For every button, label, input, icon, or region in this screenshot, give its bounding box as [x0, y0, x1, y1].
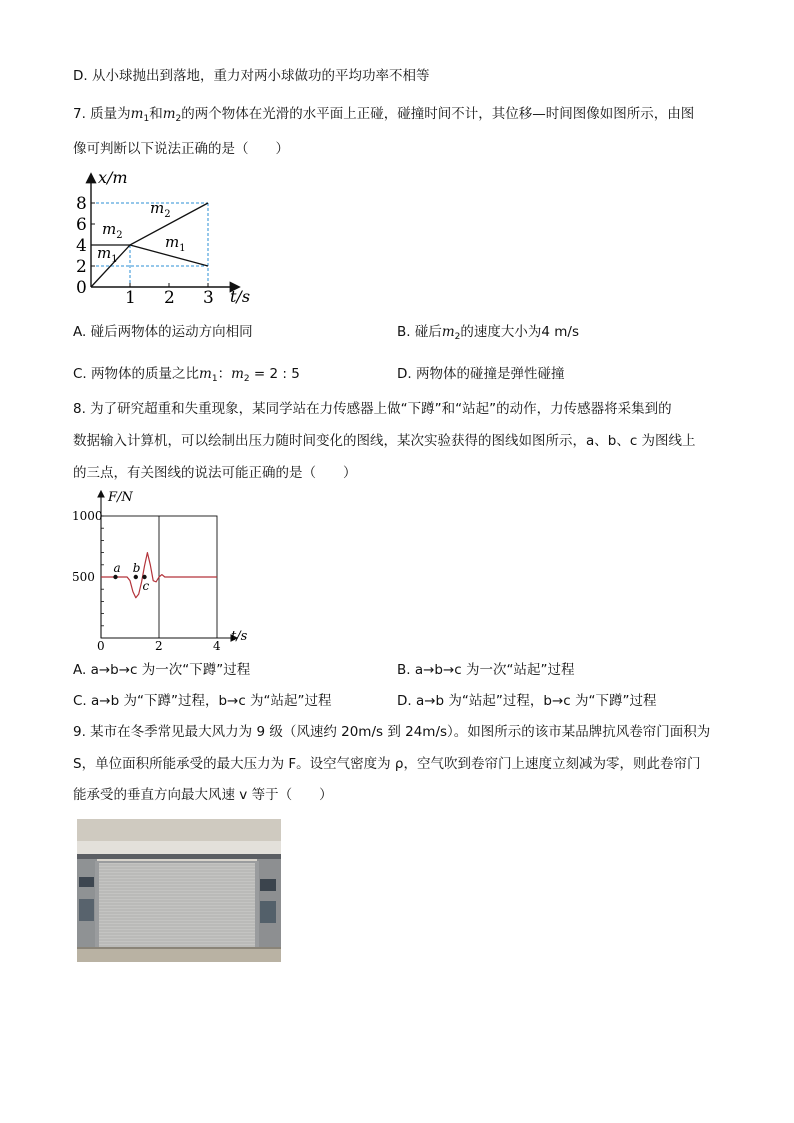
q7-ytick-6: 6: [76, 215, 87, 235]
q7-stem-line2: 像可判断以下说法正确的是（ ）: [73, 141, 289, 157]
q6-option-d: D. 从小球抛出到落地，重力对两小球做功的平均功率不相等: [73, 68, 430, 84]
q7-option-a: A. 碰后两物体的运动方向相同: [73, 324, 253, 340]
q7-option-c-sub2: 2: [243, 374, 250, 384]
q8-ft-chart: [66, 488, 266, 653]
q7-ytick-4: 4: [76, 236, 87, 256]
q7-origin: 0: [76, 278, 87, 298]
q7-xt-chart: [70, 165, 260, 315]
q8-y-label: F/N: [108, 490, 133, 505]
q7-x-label: t/s: [230, 287, 251, 306]
q8-point-label-b: b: [132, 561, 141, 575]
q7-option-c-sub1: 1: [211, 374, 218, 384]
q7-option-c-post: = 2 : 5: [249, 366, 300, 382]
q7-ytick-8: 8: [76, 194, 87, 214]
q8-xtick-0: 0: [97, 639, 105, 653]
q8-point-b: [134, 575, 138, 579]
q8-ytick-1000: 1000: [72, 509, 103, 523]
q8-option-a: A. a→b→c 为一次“下蹲”过程: [73, 662, 251, 678]
q8-point-label-c: c: [142, 579, 150, 593]
q7-label-m2-left: $m_2$: [102, 220, 123, 241]
q7-option-c-m2: m: [231, 366, 244, 382]
q9-stem-line3: 能承受的垂直方向最大风速 v 等于（ ）: [73, 787, 333, 803]
q8-ytick-500: 500: [72, 570, 95, 584]
q7-stem-pre: 7. 质量为: [73, 106, 131, 122]
q7-option-b-m: m: [441, 324, 455, 340]
q7-option-b-pre: B. 碰后: [397, 324, 442, 340]
q7-stem-post: 的两个物体在光滑的水平面上正碰，碰撞时间不计，其位移—时间图像如图所示，由图: [181, 106, 695, 122]
q7-and: 和: [149, 106, 163, 122]
q9-stem-line1: 9. 某市在冬季常见最大风力为 9 级（风速约 20m/s 到 24m/s）。如图所示的该市某品牌抗风卷帘门面积为: [73, 724, 711, 740]
q7-option-d: D. 两物体的碰撞是弹性碰撞: [397, 366, 565, 382]
q8-stem-line1: 8. 为了研究超重和失重现象，某同学站在力传感器上做“下蹲”和“站起”的动作，力传感器将采集到的: [73, 401, 672, 417]
q7-stem-line1: [73, 105, 694, 128]
q7-label-m1-right: $m_1$: [165, 233, 186, 254]
q7-option-b-sub: 2: [454, 332, 461, 342]
q7-m1-sub: 1: [143, 114, 150, 124]
q8-point-a: [113, 575, 117, 579]
q8-x-label: t/s: [231, 629, 248, 644]
q8-stem-line3: 的三点，有关图线的说法可能正确的是（ ）: [73, 465, 357, 481]
q7-option-b-post: 的速度大小为4 m/s: [460, 324, 580, 340]
q7-ytick-2: 2: [76, 257, 87, 277]
q8-option-b: B. a→b→c 为一次“站起”过程: [397, 662, 575, 678]
roller-shutter-door-photo: [77, 819, 281, 962]
q7-label-m1-left: $m_1$: [97, 244, 118, 265]
q7-option-c-pre: C. 两物体的质量之比: [73, 366, 200, 382]
q8-option-c: C. a→b 为“下蹲”过程，b→c 为“站起”过程: [73, 693, 332, 709]
q7-xtick-1: 1: [125, 288, 136, 308]
q7-option-b: [397, 323, 579, 346]
q7-option-c-colon: ：: [217, 366, 232, 382]
q7-option-c-m1: m: [199, 366, 212, 382]
q7-m2-sub: 2: [175, 114, 182, 124]
q7-y-label: x/m: [98, 168, 128, 187]
q7-xtick-3: 3: [203, 288, 214, 308]
q8-xtick-2: 2: [155, 639, 163, 653]
q7-m2: m: [162, 106, 176, 122]
q8-option-d: D. a→b 为“站起”过程，b→c 为“下蹲”过程: [397, 693, 657, 709]
q8-point-label-a: a: [113, 561, 121, 575]
q7-xtick-2: 2: [164, 288, 175, 308]
q7-m1: m: [130, 106, 144, 122]
q7-option-c: [73, 365, 300, 388]
q8-stem-line2: 数据输入计算机，可以绘制出压力随时间变化的图线，某次实验获得的图线如图所示，a、b、c 为图线上: [73, 433, 696, 449]
q9-stem-line2: S，单位面积所能承受的最大压力为 F。设空气密度为 ρ，空气吹到卷帘门上速度立刻减为零，则此卷帘门: [73, 756, 701, 772]
q7-label-m2-upper: $m_2$: [150, 199, 171, 220]
q8-xtick-4: 4: [213, 639, 221, 653]
